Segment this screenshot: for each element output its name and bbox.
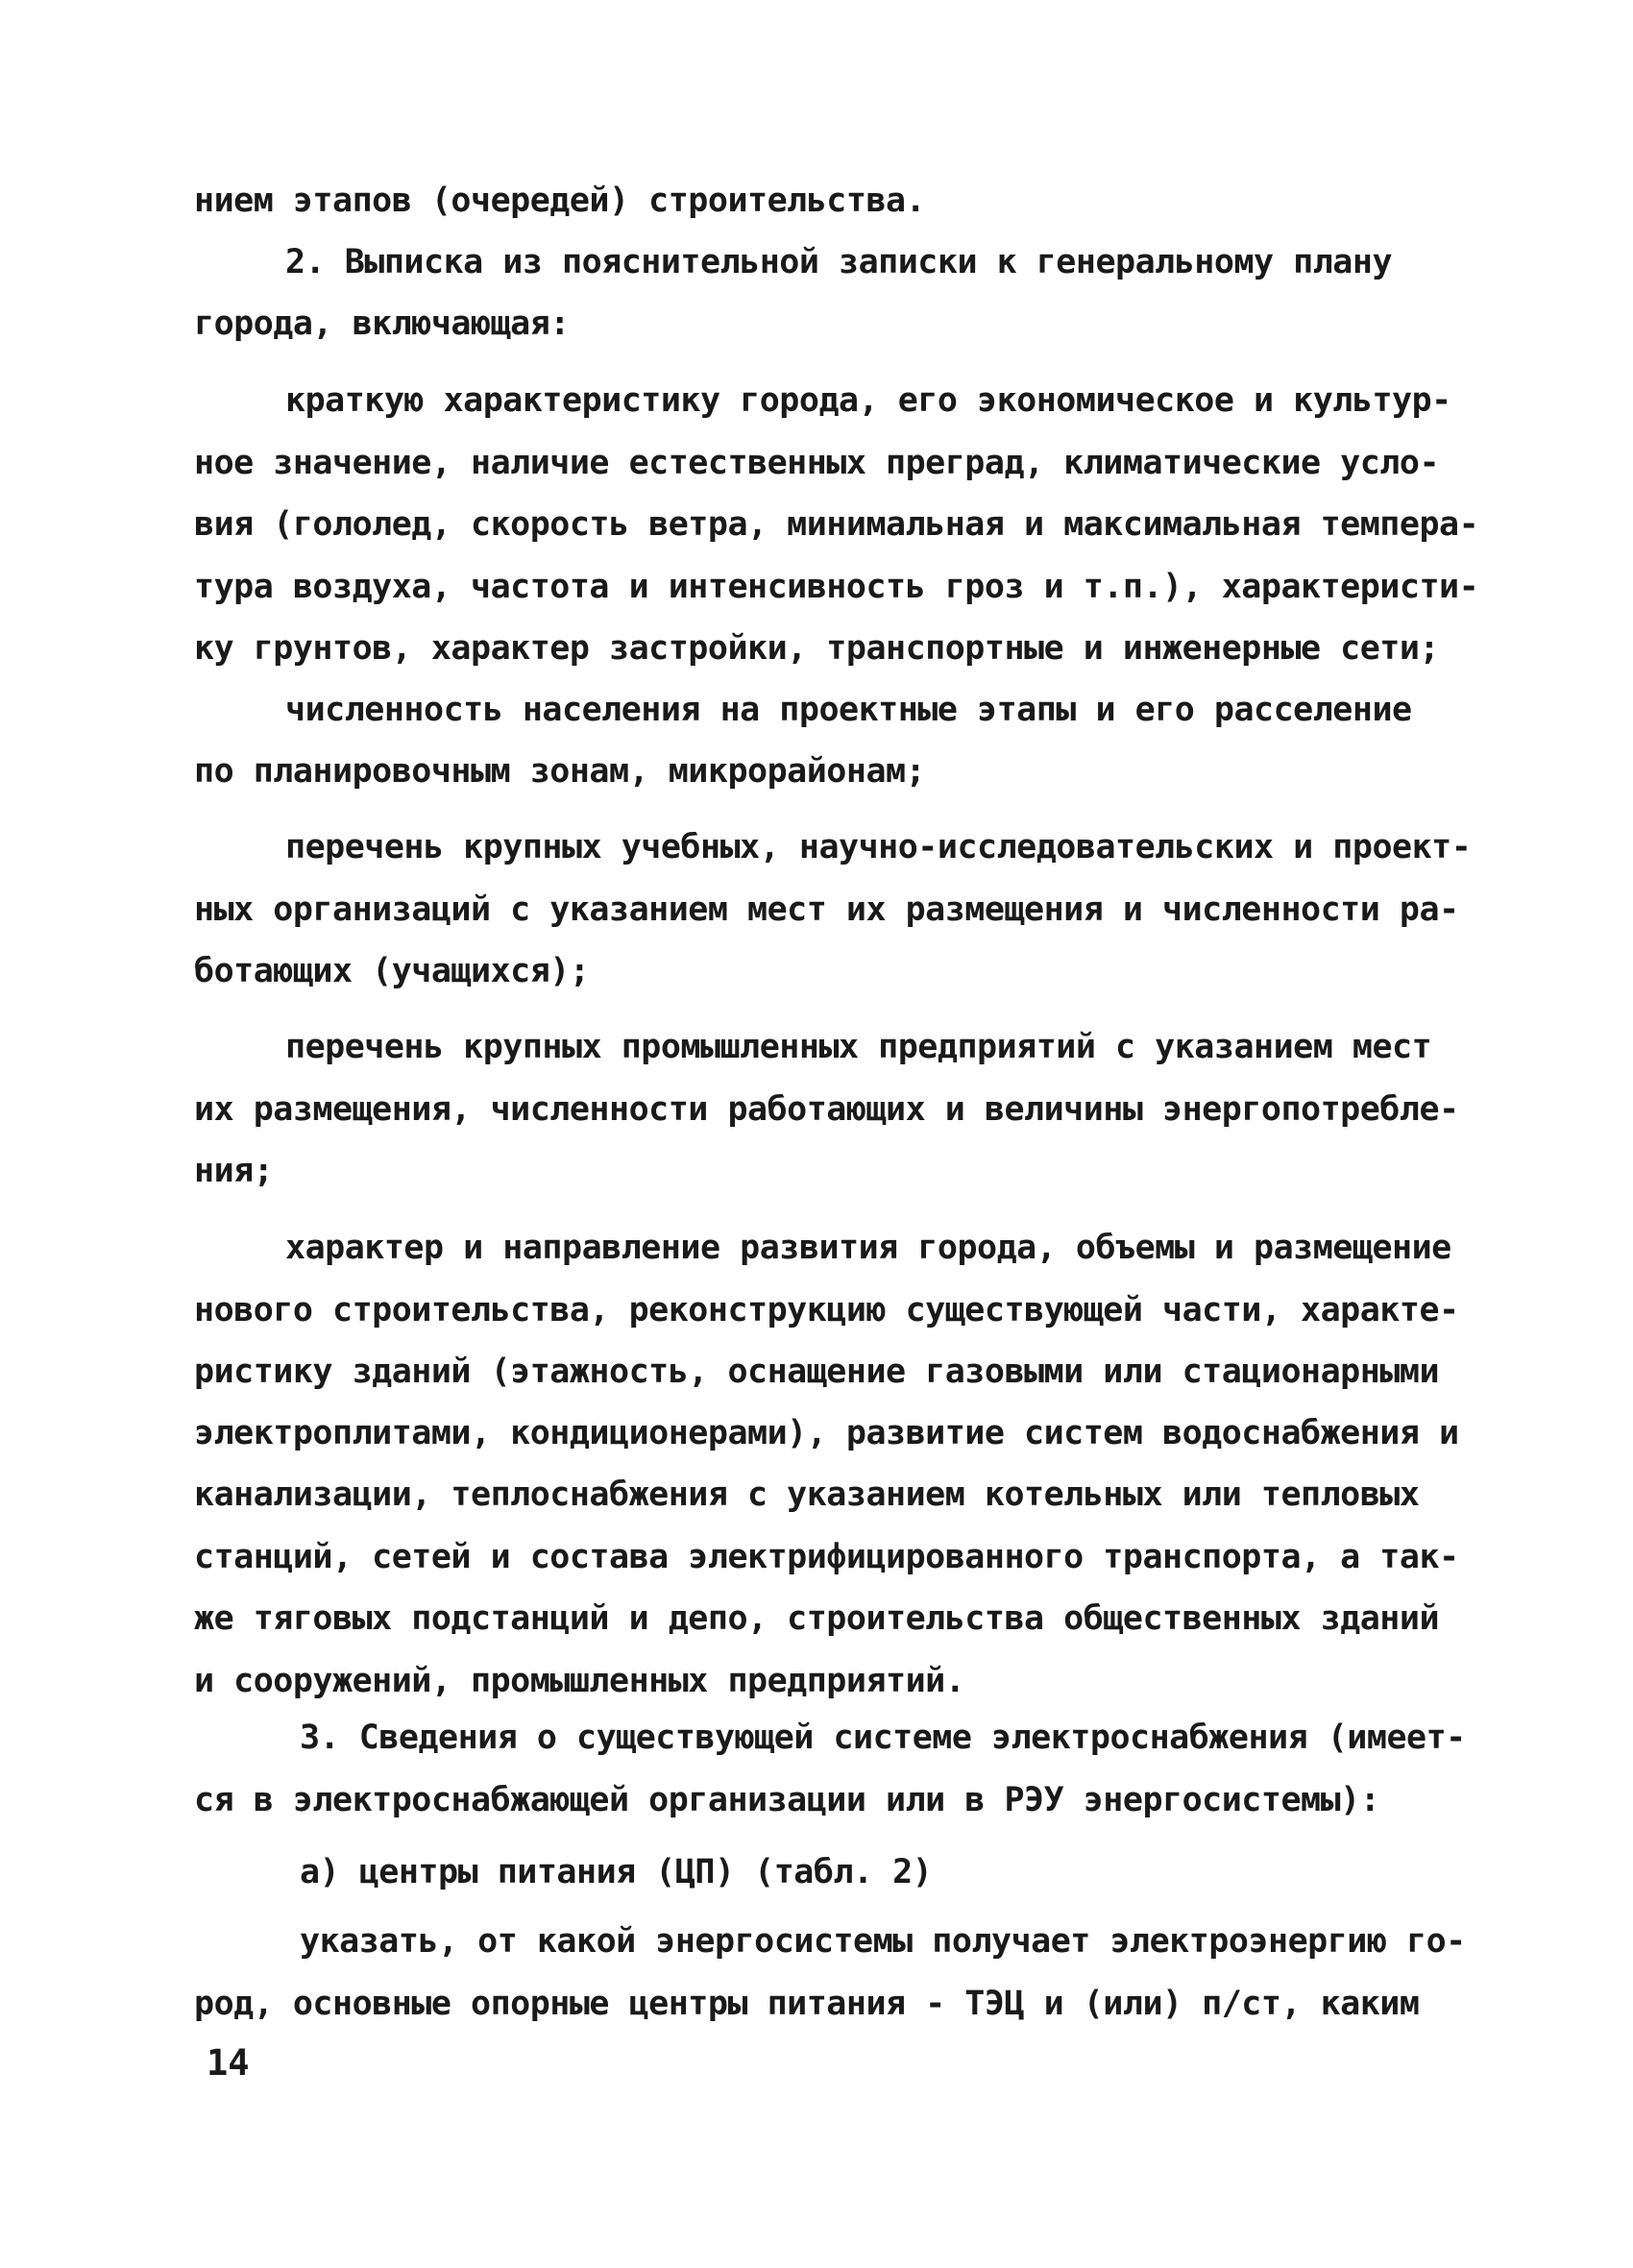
text-line: ботающих (учащихся); <box>194 952 590 990</box>
text-line: нием этапов (очередей) строительства. <box>194 182 926 220</box>
text-line: краткую характеристику города, его экономическое и культур- <box>285 381 1451 420</box>
text-line: а) центры питания (ЦП) (табл. 2) <box>300 1853 933 1891</box>
text-line: перечень крупных промышленных предприятий с указанием мест <box>285 1028 1432 1066</box>
text-line: станций, сетей и состава электрифицированного транспорта, а так- <box>194 1538 1459 1576</box>
text-line: род, основные опорные центры питания - ТЭЦ и (или) п/ст, каким <box>194 1985 1420 2023</box>
text-line: 2. Выписка из пояснительной записки к генеральному плану <box>285 243 1393 281</box>
text-line: ных организаций с указанием мест их размещения и численности ра- <box>194 890 1459 929</box>
text-line: нового строительства, реконструкцию существующей части, характе- <box>194 1291 1459 1329</box>
text-line: характер и направление развития города, объемы и размещение <box>285 1229 1451 1267</box>
text-line: тура воздуха, частота и интенсивность гроз и т.п.), характеристи- <box>194 568 1479 606</box>
text-line: ристику зданий (этажность, оснащение газовыми или стационарными <box>194 1353 1440 1391</box>
text-line: ния; <box>194 1152 274 1190</box>
text-line: по планировочным зонам, микрорайонам; <box>194 752 926 791</box>
text-line: 3. Сведения о существующей системе электроснабжения (имеет- <box>300 1719 1466 1757</box>
text-line: указать, от какой энергосистемы получает электроэнергию го- <box>300 1922 1466 1961</box>
text-line: перечень крупных учебных, научно-исследовательских и проект- <box>285 828 1472 866</box>
page-number: 14 <box>207 2042 250 2084</box>
text-line: и сооружений, промышленных предприятий. <box>194 1662 965 1700</box>
text-line: электроплитами, кондиционерами), развитие систем водоснабжения и <box>194 1414 1459 1452</box>
text-line: же тяговых подстанций и депо, строительства общественных зданий <box>194 1599 1440 1638</box>
text-line: канализации, теплоснабжения с указанием котельных или тепловых <box>194 1475 1420 1514</box>
text-line: численность населения на проектные этапы и его расселение <box>285 691 1412 729</box>
text-line: города, включающая: <box>194 305 570 343</box>
text-line: ку грунтов, характер застройки, транспортные и инженерные сети; <box>194 629 1440 668</box>
text-line: ся в электроснабжающей организации или в РЭУ энергосистемы): <box>194 1781 1380 1819</box>
text-line: их размещения, численности работающих и величины энергопотребле- <box>194 1090 1459 1129</box>
text-line: вия (гололед, скорость ветра, минимальная и максимальная темпера- <box>194 505 1479 544</box>
text-line: ное значение, наличие естественных преград, климатические усло- <box>194 444 1440 482</box>
